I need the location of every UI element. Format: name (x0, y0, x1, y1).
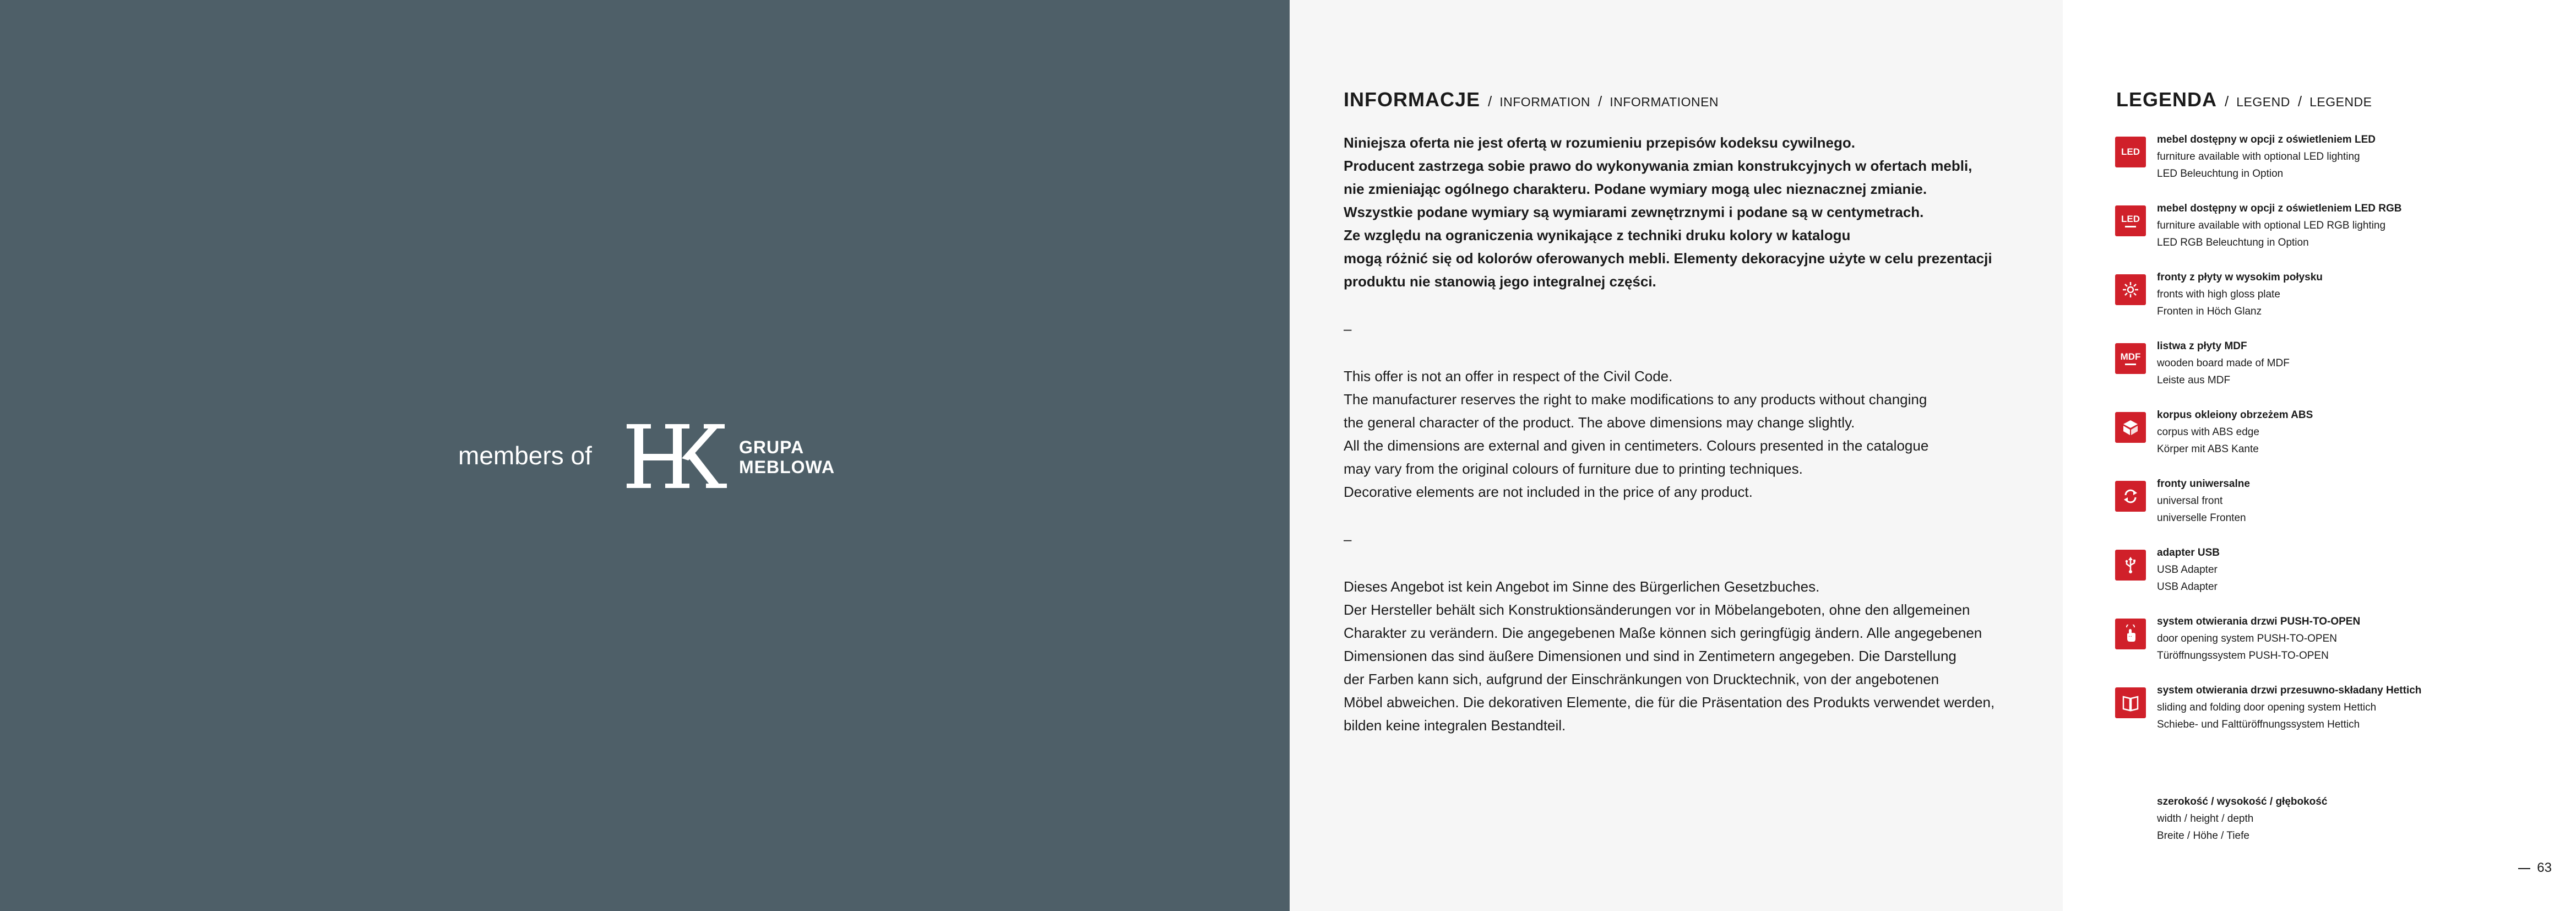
legend-label-de: USB Adapter (2157, 581, 2218, 593)
legend-label-pl: system otwierania drzwi przesuwno-składany Hettich (2157, 685, 2422, 696)
text-line: This offer is not an offer in respect of the Civil Code. (1344, 368, 1673, 384)
legend-item-abs-edge (2115, 406, 2556, 462)
text-line: nie zmieniając ogólnego charakteru. Podane wymiary mogą ulec nieznacznej zmianie. (1344, 181, 1927, 197)
heading-slash: / (1598, 93, 1602, 110)
text-line: may vary from the original colours of furniture due to printing techniques. (1344, 460, 1803, 477)
text-line: der Farben kann sich, aufgrund der Einschränkungen von Drucktechnik, von der angebotenen (1344, 671, 1939, 687)
mdf-icon (2115, 343, 2146, 374)
sparkle-icon (2121, 280, 2140, 299)
legend-panel (2063, 0, 2576, 911)
text-line: Charakter zu verändern. Die angegebenen Maße können sich geringfügig ändern. Alle angegebenen (1344, 625, 1982, 641)
information-text-de (1344, 575, 1995, 737)
information-panel (1290, 0, 2063, 911)
information-heading (1344, 88, 1719, 111)
text-line: Decorative elements are not included in the price of any product. (1344, 484, 1753, 500)
legend-item-text (2157, 406, 2313, 458)
legend-label-en: corpus with ABS edge (2157, 426, 2259, 438)
legend-label-en: sliding and folding door opening system Hettich (2157, 702, 2377, 713)
section-separator: – (1344, 531, 1352, 547)
page-number-value: 63 (2537, 860, 2552, 875)
legend-item-led (2115, 131, 2556, 186)
swap-arrows-icon (2121, 487, 2140, 506)
legend-label-pl: fronty z płyty w wysokim połysku (2157, 272, 2323, 283)
logo-line-2: MEBLOWA (739, 457, 835, 477)
legend-label-pl: mebel dostępny w opcji z oświetleniem LED (2157, 134, 2376, 145)
abs-edge-icon (2115, 412, 2146, 443)
legend-label-en: furniture available with optional LED RGB lighting (2157, 220, 2386, 231)
legend-label-en: door opening system PUSH-TO-OPEN (2157, 633, 2337, 644)
legend-label-en: universal front (2157, 495, 2223, 507)
information-subtitle-de: INFORMATIONEN (1610, 95, 1719, 109)
legend-label-de: LED RGB Beleuchtung in Option (2157, 237, 2309, 248)
legend-item-push-to-open (2115, 613, 2556, 668)
legend-label-en: fronts with high gloss plate (2157, 289, 2280, 300)
sliding-door-icon (2115, 687, 2146, 718)
legend-item-text (2157, 269, 2323, 320)
led-icon-label: LED (2121, 147, 2140, 157)
mdf-icon-label: MDF (2120, 351, 2141, 362)
legend-item-mdf (2115, 338, 2556, 393)
usb-icon (2115, 550, 2146, 581)
legend-item-text (2157, 131, 2376, 182)
push-to-open-icon (2115, 619, 2146, 649)
legend-item-sliding-door (2115, 682, 2556, 737)
legend-label-pl: korpus okleiony obrzeżem ABS (2157, 409, 2313, 421)
legend-item-high-gloss (2115, 269, 2556, 324)
legend-item-text (2157, 338, 2290, 389)
text-line: Möbel abweichen. Die dekorativen Elemente, die für die Präsentation des Produkts verwendet werden, (1344, 694, 1995, 711)
led-rgb-icon-label: LED (2121, 214, 2140, 224)
logo-line-1: GRUPA (739, 437, 805, 457)
legend-label-de: universelle Fronten (2157, 512, 2246, 524)
led-icon (2115, 137, 2146, 167)
information-subtitle-en: INFORMATION (1499, 95, 1591, 109)
section-separator: – (1344, 321, 1352, 337)
usb-symbol-icon (2121, 556, 2140, 574)
dimensions-label-en: width / height / depth (2157, 813, 2254, 825)
legend-label-de: Leiste aus MDF (2157, 375, 2231, 386)
heading-slash: / (1488, 93, 1492, 110)
page-number (2518, 860, 2552, 876)
information-title: INFORMACJE (1344, 88, 1481, 111)
dimensions-legend (2157, 793, 2327, 844)
led-rgb-icon (2115, 205, 2146, 236)
cube-icon (2121, 418, 2140, 437)
logo-wordmark (739, 437, 835, 477)
legend-label-en: USB Adapter (2157, 564, 2218, 576)
legend-label-pl: listwa z płyty MDF (2157, 340, 2247, 352)
text-line: bilden keine integralen Bestandteil. (1344, 717, 1566, 734)
legend-subtitle-en: LEGEND (2236, 95, 2290, 109)
hk-logo-icon (627, 422, 728, 490)
text-line: Niniejsza oferta nie jest ofertą w rozumieniu przepisów kodeksu cywilnego. (1344, 134, 1855, 151)
legend-label-pl: fronty uniwersalne (2157, 478, 2250, 490)
led-rgb-bar (2125, 226, 2136, 227)
dimensions-label-de: Breite / Höhe / Tiefe (2157, 830, 2249, 842)
folding-door-icon (2121, 693, 2140, 712)
legend-subtitle-de: LEGENDE (2309, 95, 2372, 109)
text-line: Der Hersteller behält sich Konstruktionsänderungen vor in Möbelangeboten, ohne den allgemeinen (1344, 601, 1970, 618)
legend-label-en: wooden board made of MDF (2157, 357, 2290, 369)
text-line: the general character of the product. The above dimensions may change slightly. (1344, 414, 1855, 431)
legend-item-text (2157, 544, 2220, 595)
high-gloss-icon (2115, 274, 2146, 305)
legend-label-de: Schiebe- und Falttüröffnungssystem Hettich (2157, 719, 2360, 730)
heading-slash: / (2297, 93, 2302, 110)
legend-item-text (2157, 200, 2401, 251)
text-line: Dimensionen das sind äußere Dimensionen und sind in Zentimetern angegeben. Die Darstellung (1344, 648, 1957, 664)
legend-item-text (2157, 613, 2360, 664)
dimensions-label-pl: szerokość / wysokość / głębokość (2157, 796, 2328, 807)
legend-label-de: Körper mit ABS Kante (2157, 443, 2259, 455)
hand-press-icon (2121, 625, 2140, 643)
page-number-dash (2518, 868, 2530, 869)
information-text-en (1344, 365, 1928, 503)
text-line: Dieses Angebot ist kein Angebot im Sinne des Bürgerlichen Gesetzbuches. (1344, 578, 1820, 595)
legend-item-usb (2115, 544, 2556, 599)
text-line: Ze względu na ograniczenia wynikające z techniki druku kolory w katalogu (1344, 227, 1851, 243)
legend-label-en: furniture available with optional LED lighting (2157, 151, 2360, 162)
legend-title: LEGENDA (2116, 88, 2218, 111)
legend-label-de: Türöffnungssystem PUSH-TO-OPEN (2157, 650, 2329, 661)
text-line: Wszystkie podane wymiary są wymiarami zewnętrznymi i podane są w centymetrach. (1344, 204, 1924, 220)
text-line: The manufacturer reserves the right to make modifications to any products without changing (1344, 391, 1927, 408)
legend-item-text (2157, 475, 2250, 527)
legend-label-pl: mebel dostępny w opcji z oświetleniem LED RGB (2157, 203, 2402, 214)
legend-item-universal-front (2115, 475, 2556, 530)
legend-label-pl: system otwierania drzwi PUSH-TO-OPEN (2157, 616, 2361, 627)
text-line: mogą różnić się od kolorów oferowanych mebli. Elementy dekoracyjne użyte w celu prezentacji (1344, 250, 1992, 267)
legend-label-de: Fronten in Höch Glanz (2157, 306, 2262, 317)
legend-item-text (2157, 682, 2421, 733)
members-of-text: members of (458, 441, 592, 470)
legend-item-led-rgb (2115, 200, 2556, 255)
text-line: produktu nie stanowią jego integralnej części. (1344, 273, 1656, 290)
legend-label-de: LED Beleuchtung in Option (2157, 168, 2284, 180)
heading-slash: / (2225, 93, 2229, 110)
legend-heading (2116, 88, 2372, 111)
universal-front-icon (2115, 481, 2146, 512)
mdf-bar (2125, 364, 2136, 365)
legend-label-pl: adapter USB (2157, 547, 2220, 558)
text-line: All the dimensions are external and given in centimeters. Colours presented in the catalogue (1344, 437, 1929, 454)
information-text-pl (1344, 131, 1992, 293)
text-line: Producent zastrzega sobie prawo do wykonywania zmian konstrukcyjnych w ofertach mebli, (1344, 158, 1972, 174)
